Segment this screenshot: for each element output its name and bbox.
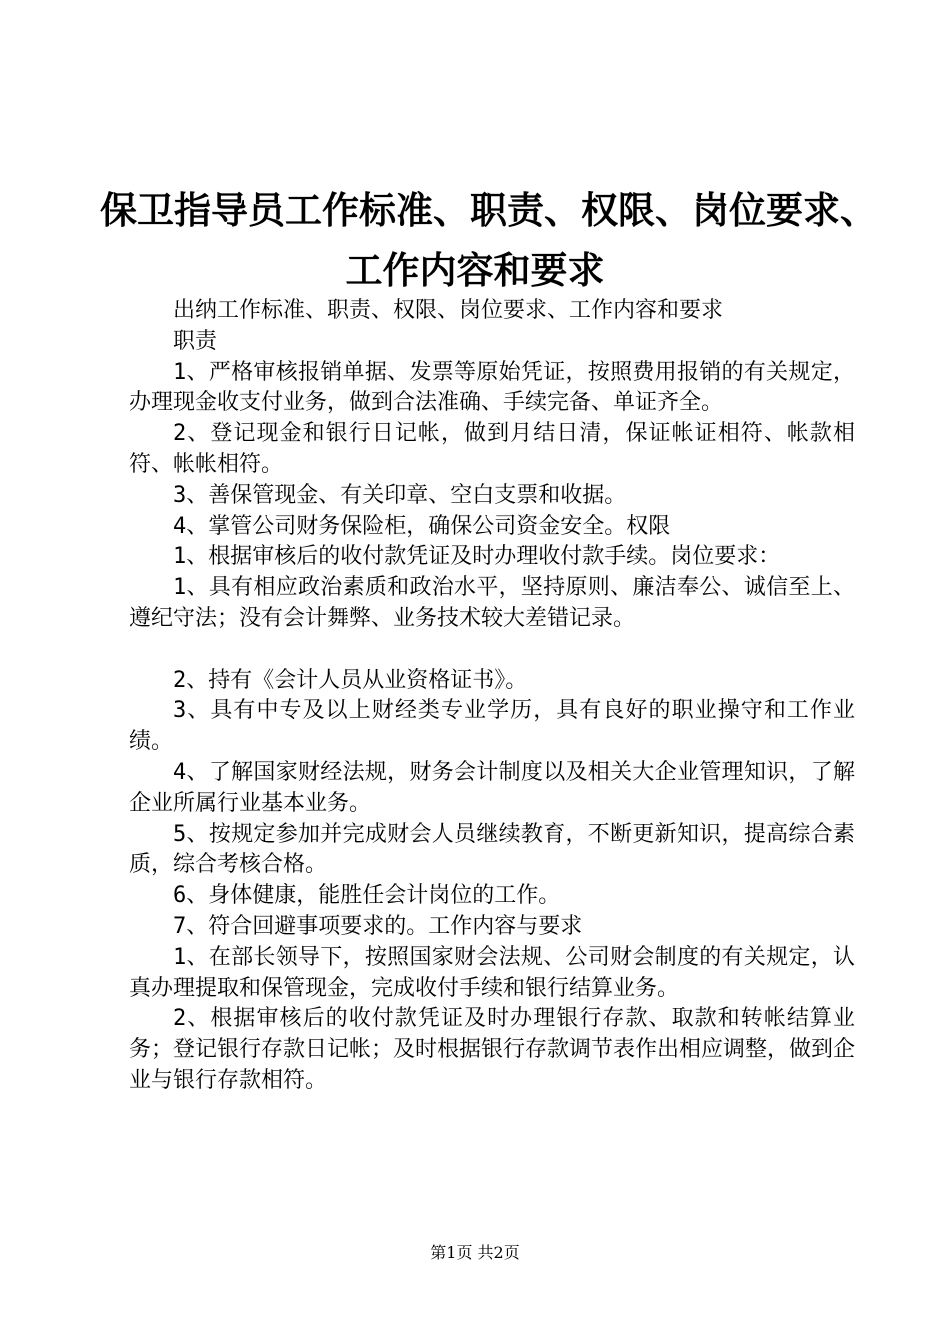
body-paragraph: 3、具有中专及以上财经类专业学历，具有良好的职业操守和工作业绩。: [129, 698, 855, 755]
body-paragraph: 4、了解国家财经法规，财务会计制度以及相关大企业管理知识，了解企业所属行业基本业务。: [129, 759, 855, 816]
body-paragraph: 2、持有《会计人员从业资格证书》。: [173, 667, 528, 693]
body-paragraph: 5、按规定参加并完成财会人员继续教育，不断更新知识，提高综合素质，综合考核合格。: [129, 821, 855, 878]
body-paragraph: 出纳工作标准、职责、权限、岗位要求、工作内容和要求: [173, 298, 724, 323]
body-paragraph: 3、善保管现金、有关印章、空白支票和收据。: [173, 482, 627, 508]
document-title-line-2: 工作内容和要求: [345, 248, 605, 292]
body-paragraph: 7、符合回避事项要求的。工作内容与要求: [173, 913, 583, 939]
body-paragraph: 职责: [173, 328, 218, 354]
body-paragraph: 6、身体健康，能胜任会计岗位的工作。: [173, 883, 561, 909]
body-paragraph: 1、具有相应政治素质和政治水平，坚持原则、廉洁奉公、诚信至上、遵纪守法；没有会计舞弊、业务技术较大差错记录。: [129, 575, 855, 631]
blank-line: [129, 635, 855, 666]
body-paragraph: 1、根据审核后的收付款凭证及时办理收付款手续。岗位要求：: [173, 544, 781, 570]
body-paragraph: 2、登记现金和银行日记帐，做到月结日清，保证帐证相符、帐款相符、帐帐相符。: [129, 421, 855, 477]
body-paragraph: 1、在部长领导下，按照国家财会法规、公司财会制度的有关规定，认真办理提取和保管现金，完成收付手续和银行结算业务。: [129, 944, 855, 1001]
body-paragraph: 1、严格审核报销单据、发票等原始凭证，按照费用报销的有关规定，办理现金收支付业务，做到合法准确、手续完备、单证齐全。: [129, 359, 855, 416]
body-paragraph: 4、掌管公司财务保险柜，确保公司资金安全。权限: [173, 513, 671, 539]
body-paragraph: 2、根据审核后的收付款凭证及时办理银行存款、取款和转帐结算业务；登记银行存款日记帐；及时根据银行存款调节表作出相应调整，做到企业与银行存款相符。: [129, 1006, 856, 1093]
document-body: [129, 296, 855, 1097]
page-footer: 第1页 共2页: [430, 1243, 520, 1262]
document-title-line-1: 保卫指导员工作标准、职责、权限、岗位要求、: [100, 188, 877, 232]
